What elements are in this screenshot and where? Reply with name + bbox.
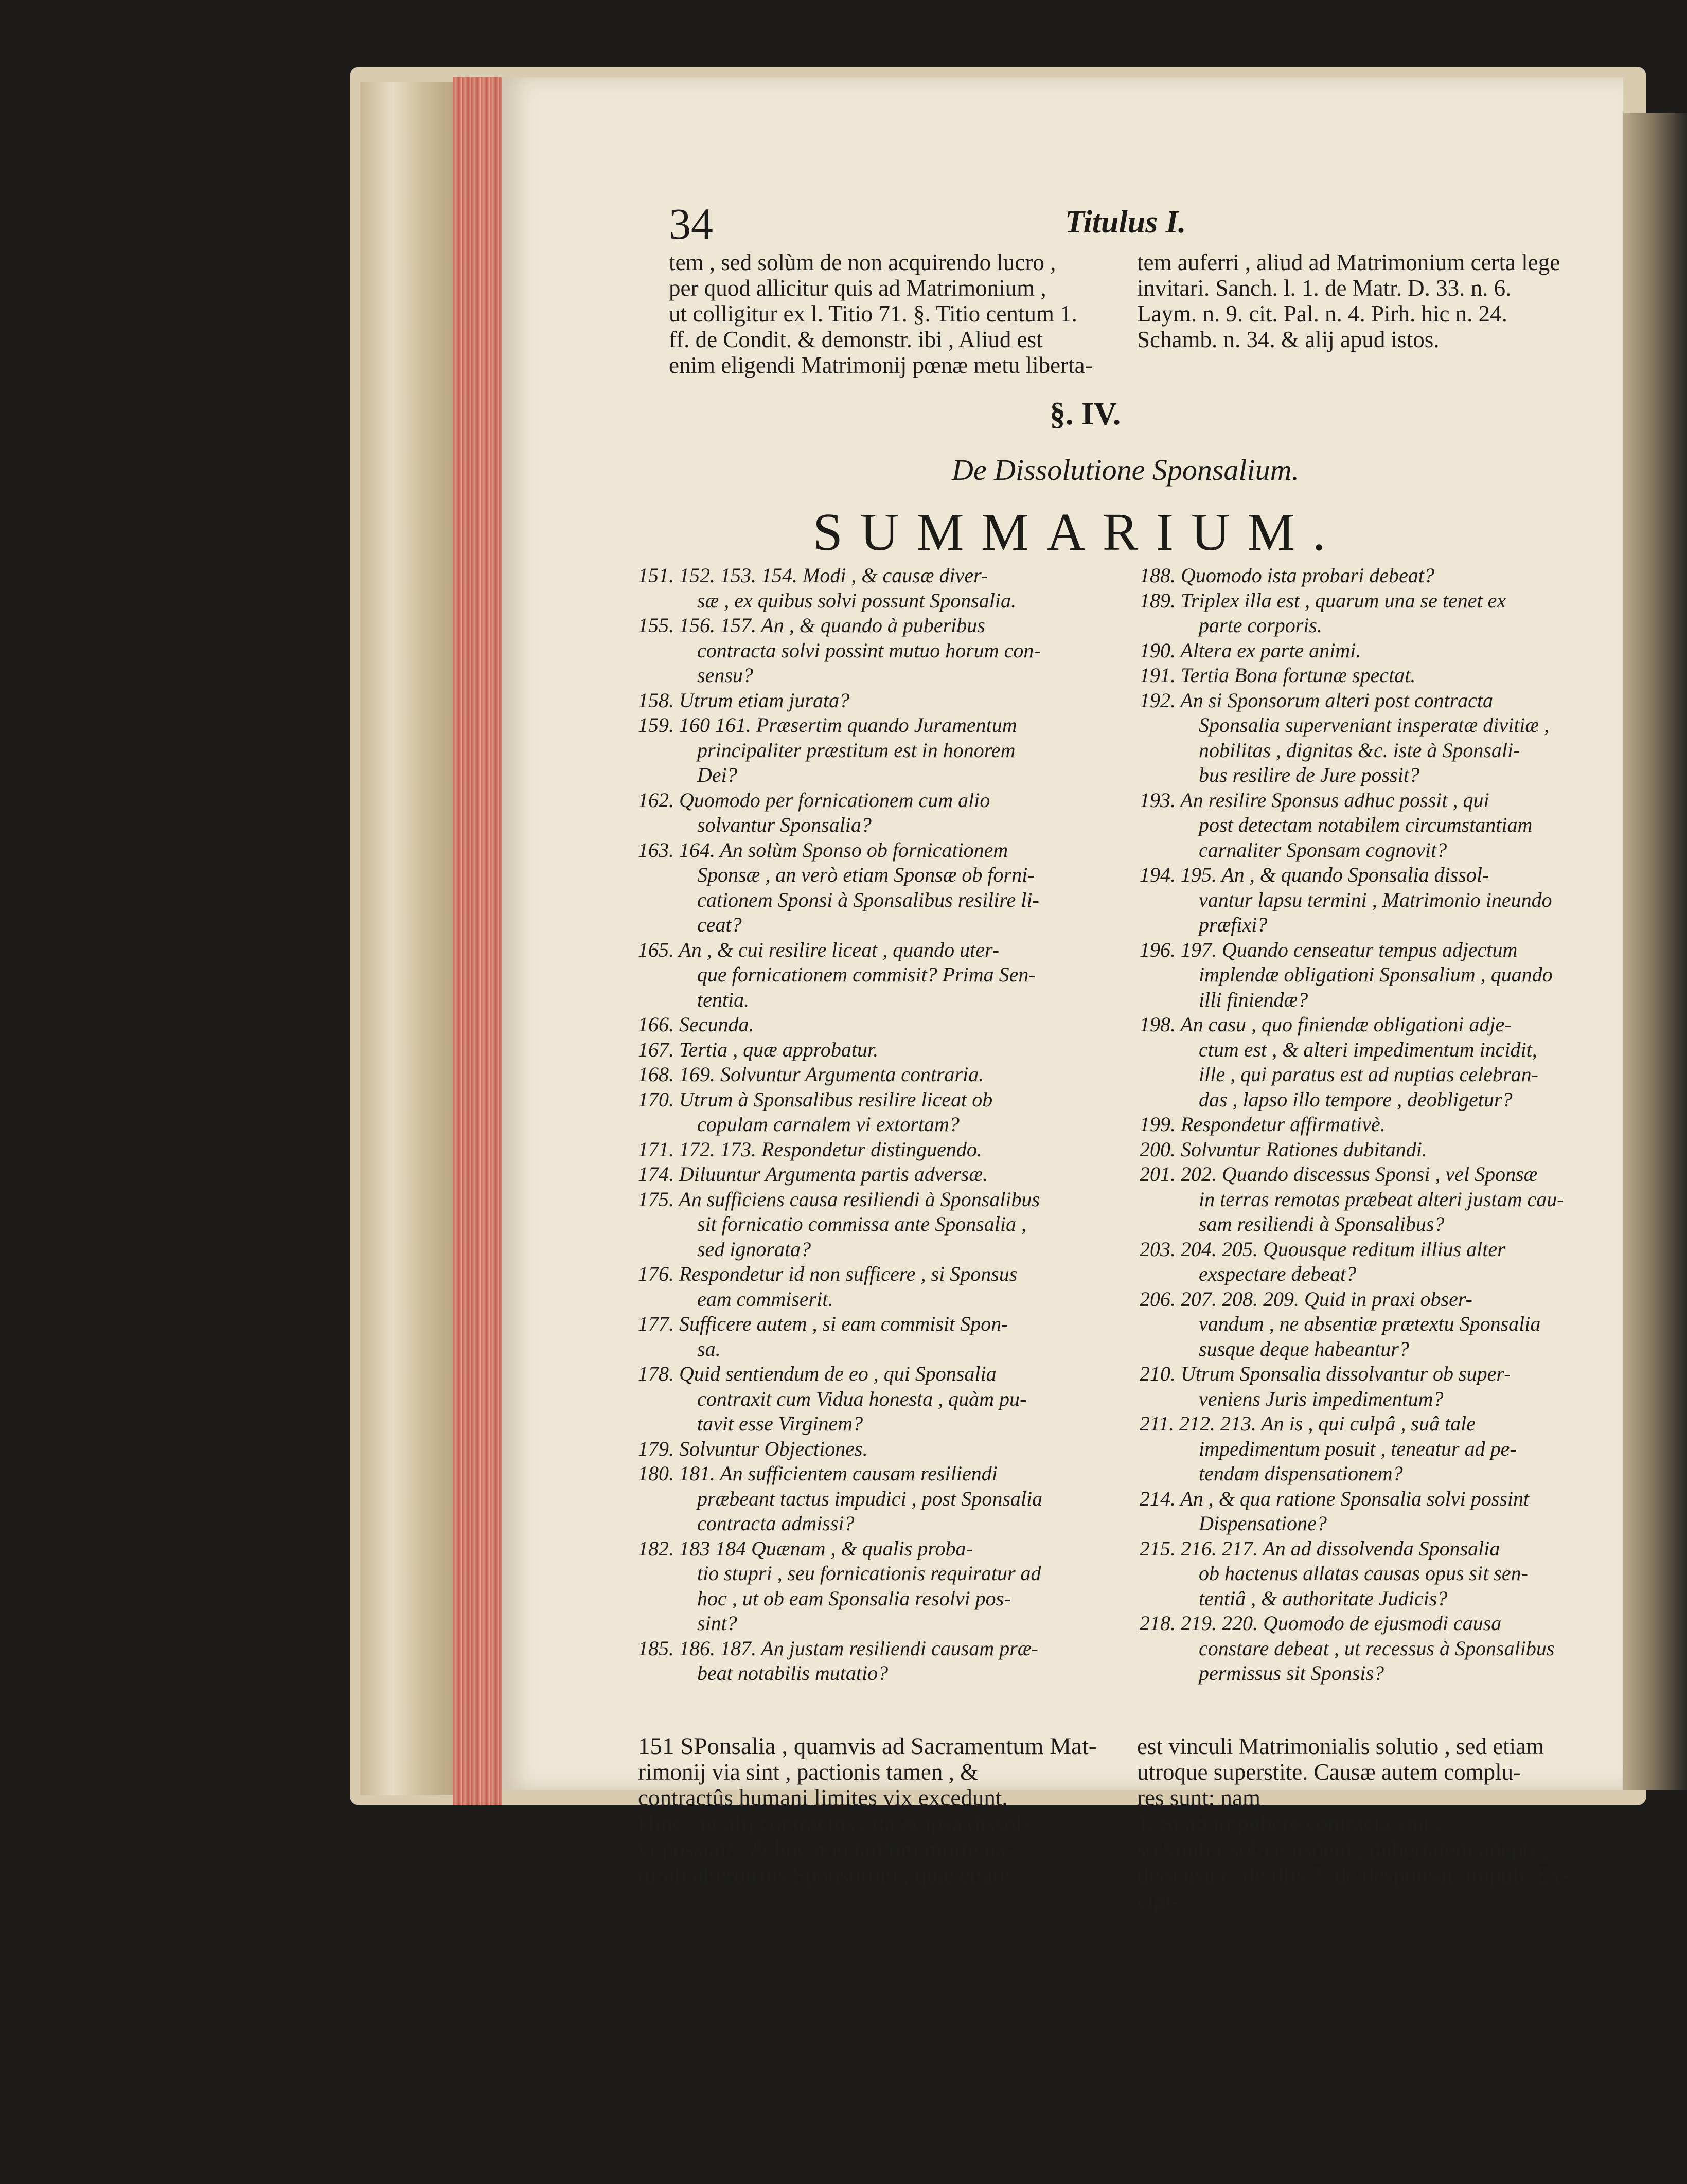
summary-entry-line: 175. An sufficiens causa resiliendi à Sponsalibus (638, 1187, 1040, 1211)
summary-entry-line: 163. 164. An solùm Sponso ob fornicationem (638, 838, 1008, 862)
summary-entry-line: vantur lapsu termini , Matrimonio ineundo (1199, 888, 1552, 911)
summary-entry-line: 200. Solvuntur Rationes dubitandi. (1140, 1137, 1427, 1161)
summary-entry-line: 170. Utrum à Sponsalibus resilire liceat ob (638, 1087, 993, 1111)
summary-entry-line: exspectare debeat? (1199, 1262, 1357, 1285)
text-line: rimonij via sint , pactionis tamen , & (638, 1759, 979, 1785)
summary-entry-line: 191. Tertia Bona fortunæ spectat. (1140, 664, 1416, 687)
summary-entry-line: Sponsæ , an verò etiam Sponsæ ob forni- (697, 863, 1035, 886)
summary-entry-line: 188. Quomodo ista probari debeat? (1140, 564, 1434, 587)
summary-entry-line: sæ , ex quibus solvi possunt Sponsalia. (697, 588, 1017, 612)
text-line: contractûs humani limites vix excedunt. (638, 1785, 1008, 1811)
summary-entry-line: tentia. (697, 988, 750, 1011)
text-line: turali alterutrius Sponsorum , quæ etiam (638, 1862, 1011, 1888)
summary-entry-line: 158. Utrum etiam jurata? (638, 688, 850, 712)
summary-entry-line: veniens Juris impedimentum? (1199, 1387, 1444, 1410)
summary-entry-line: 190. Altera ex parte animi. (1140, 638, 1361, 662)
summary-right-column (1140, 563, 1582, 1686)
text-line: dissensu c. de illis 7. de desponsat. impub. Ex- (1137, 1862, 1569, 1888)
summary-entry-line: ob hactenus allatas causas opus sit sen- (1199, 1562, 1528, 1585)
summary-entry-line: 167. Tertia , quæ approbatur. (638, 1037, 879, 1061)
summary-entry-line: nobilitas , dignitas &c. iste à Sponsali- (1199, 738, 1520, 762)
summary-entry-line: copulam carnalem vi extortam? (697, 1113, 960, 1136)
summary-entry-line: 211. 212. 213. An is , qui culpâ , suâ tale (1140, 1412, 1476, 1435)
summary-entry-line: carnaliter Sponsam cognovit? (1199, 838, 1447, 862)
text-line: Hinc , ut alij contractus , ita & ipsa dissol- (638, 1811, 1030, 1836)
summary-entry-line: 218. 219. 220. Quomodo de ejusmodi causa (1140, 1612, 1502, 1635)
summary-entry-line: principaliter præstitum est in honorem (697, 738, 1016, 762)
text-line: enim eligendi Matrimonij pœnæ metu liberta- (669, 352, 1093, 378)
summary-entry-line: contracta solvi possint mutuo horum con- (697, 638, 1041, 662)
summary-entry-line: Dispensatione? (1199, 1512, 1327, 1535)
top-left-column (669, 249, 1111, 378)
text-line: utroque superstite. Causæ autem complu- (1137, 1759, 1521, 1785)
body-left-column (638, 1733, 1111, 1888)
book-spine (360, 82, 453, 1795)
summary-entry-line: sed ignorata? (697, 1237, 811, 1261)
text-line: ff. de Condit. & demonstr. ibi , Aliud est (669, 327, 1043, 352)
summary-entry-line: 168. 169. Solvuntur Argumenta contraria. (638, 1063, 984, 1086)
summary-entry-line: permissus sit Sponsis? (1199, 1661, 1384, 1685)
summary-entry-line: parte corporis. (1199, 614, 1322, 637)
summary-entry-line: 198. An casu , quo finiendæ obligationi adje- (1140, 1013, 1512, 1036)
summary-entry-line: impedimentum posuit , teneatur ad pe- (1199, 1437, 1517, 1460)
summary-entry-line: implendæ obligationi Sponsalium , quando (1199, 963, 1553, 986)
text-line: tem , sed solùm de non acquirendo lucro , (669, 249, 1056, 275)
text-line: invitari. Sanch. l. 1. de Matr. D. 33. n. 6. (1137, 275, 1512, 301)
red-page-edge (453, 77, 502, 1805)
text-line: Schamb. n. 34. & alij apud istos. (1137, 327, 1440, 352)
summary-entry-line: tavit esse Virginem? (697, 1412, 863, 1435)
summary-entry-line: 176. Respondetur id non sufficere , si Sponsus (638, 1262, 1018, 1285)
summary-entry-line: tendam dispensationem? (1199, 1462, 1403, 1485)
summary-entry-line: 214. An , & qua ratione Sponsalia solvi possint (1140, 1487, 1530, 1510)
summary-entry-line: 159. 160 161. Præsertim quando Juramentum (638, 713, 1017, 737)
summary-entry-line: 180. 181. An sufficientem causam resiliendi (638, 1462, 998, 1485)
summary-entry-line: que fornicationem commisit? Prima Sen- (697, 963, 1036, 986)
summary-entry-line: 201. 202. Quando discessus Sponsi , vel Sponsæ (1140, 1162, 1538, 1186)
text-line: tem auferri , aliud ad Matrimonium certa lege (1137, 249, 1560, 275)
summary-entry-line: ille , qui paratus est ad nuptias celebran- (1199, 1063, 1538, 1086)
summarium-title: SUMMARIUM. (813, 503, 1343, 562)
summary-entry-line: 210. Utrum Sponsalia dissolvantur ob super- (1140, 1362, 1511, 1385)
summary-entry-line: illi finiendæ? (1199, 988, 1308, 1011)
summary-entry-line: 189. Triplex illa est , quarum una se tenet ex (1140, 588, 1506, 612)
summary-entry-line: contracta admissi? (697, 1512, 855, 1535)
text-line: 151 SPonsalia , quamvis ad Sacramentum Mat- (638, 1733, 1097, 1760)
summary-entry-line: 215. 216. 217. An ad dissolvenda Sponsalia (1140, 1536, 1500, 1560)
summary-entry-line: beat notabilis mutatio? (697, 1661, 889, 1685)
summary-entry-line: post detectam notabilem circumstantiam (1199, 813, 1533, 836)
text-line: vi possunt : & hoc non tantùm morte na- (638, 1836, 1014, 1862)
summary-entry-line: 179. Solvuntur Objectiones. (638, 1437, 868, 1460)
summary-entry-line: 203. 204. 205. Quousque reditum illius alter (1140, 1237, 1505, 1261)
summary-entry-line: 193. An resilire Sponsus adhuc possit , qui (1140, 788, 1489, 812)
summary-entry-line: das , lapso illo tempore , deobligetur? (1199, 1087, 1513, 1111)
page-number: 34 (669, 199, 713, 248)
summary-entry-line: sam resiliendi à Sponsalibus? (1199, 1212, 1445, 1236)
summary-entry-line: 185. 186. 187. An justam resiliendi causam præ- (638, 1636, 1038, 1660)
summary-entry-line: 178. Quid sentiendum de eo , qui Sponsalia (638, 1362, 997, 1385)
summary-entry-line: 194. 195. An , & quando Sponsalia dissol- (1140, 863, 1489, 886)
summary-entry-line: 174. Diluuntur Argumenta partis adversæ. (638, 1162, 988, 1186)
summary-entry-line: solvantur Sponsalia? (697, 813, 872, 836)
summary-entry-line: 182. 183 184 Quænam , & qualis proba- (638, 1536, 973, 1560)
summary-entry-line: tio stupri , seu fornicationis requiratur ad (697, 1562, 1041, 1585)
summary-entry-line: 166. Secunda. (638, 1013, 754, 1036)
body-right-column (1137, 1733, 1579, 1913)
summary-entry-line: hoc , ut ob eam Sponsalia resolvi pos- (697, 1586, 1011, 1610)
summary-entry-line: ceat? (697, 913, 742, 936)
summary-entry-line: præbeant tactus impudici , post Sponsalia (697, 1487, 1043, 1510)
text-line: solvuntur solo ejusdem , pubertatem adepti , (1137, 1836, 1548, 1862)
summary-entry-line: 151. 152. 153. 154. Modi , & causæ diver- (638, 564, 988, 587)
summary-entry-line: 171. 172. 173. Respondetur distinguendo. (638, 1137, 982, 1161)
text-line: cipi- (1137, 1888, 1180, 1913)
summary-entry-line: 206. 207. 208. 209. Quid in praxi obser- (1140, 1287, 1472, 1311)
text-line: ut colligitur ex l. Titio 71. §. Titio centum 1. (669, 301, 1077, 327)
summary-entry-line: constare debeat , ut recessus à Sponsalibus (1199, 1636, 1555, 1660)
running-title: Titulus I. (1065, 205, 1186, 240)
summary-entry-line: susque deque habeantur? (1199, 1337, 1409, 1360)
summary-entry-line: tentiâ , & authoritate Judicis? (1199, 1586, 1448, 1610)
summary-entry-line: vandum , ne absentiæ prætextu Sponsalia (1199, 1312, 1541, 1335)
text-line: 1. Si ab impubere contracta sint , (1137, 1811, 1442, 1836)
text-line: Laym. n. 9. cit. Pal. n. 4. Pirh. hic n. 24. (1137, 301, 1507, 327)
facing-page-edge (1623, 113, 1687, 1790)
summary-entry-line: 165. An , & cui resilire liceat , quando uter- (638, 938, 1000, 961)
summary-entry-line: sensu? (697, 664, 753, 687)
top-right-column (1137, 249, 1569, 352)
summary-entry-line: 177. Sufficere autem , si eam commisit Spon- (638, 1312, 1008, 1335)
summary-entry-line: ctum est , & alteri impedimentum incidit, (1199, 1037, 1537, 1061)
summary-entry-line: sa. (697, 1337, 721, 1360)
summary-entry-line: contraxit cum Vidua honesta , quàm pu- (697, 1387, 1027, 1410)
summary-entry-line: 155. 156. 157. An , & quando à puberibus (638, 614, 985, 637)
summary-entry-line: 199. Respondetur affirmativè. (1140, 1113, 1386, 1136)
summary-entry-line: sit fornicatio commissa ante Sponsalia , (697, 1212, 1026, 1236)
page-header (669, 198, 1569, 248)
text-line: est vinculi Matrimonialis solutio , sed etiam (1137, 1733, 1544, 1759)
summary-entry-line: sint? (697, 1612, 737, 1635)
summary-entry-line: 196. 197. Quando censeatur tempus adjectum (1140, 938, 1518, 961)
summary-entry-line: 162. Quomodo per fornicationem cum alio (638, 788, 990, 812)
text-line: res sunt; nam (1137, 1785, 1260, 1811)
summary-entry-line: in terras remotas præbeat alteri justam cau- (1199, 1187, 1564, 1211)
summary-entry-line: cationem Sponsi à Sponsalibus resilire li- (697, 888, 1039, 911)
summary-entry-line: præfixi? (1199, 913, 1268, 936)
summary-left-column (638, 563, 1142, 1686)
text-line: per quod allicitur quis ad Matrimonium , (669, 275, 1046, 301)
summary-entry-line: Dei? (697, 763, 737, 786)
section-subtitle: De Dissolutione Sponsalium. (952, 453, 1300, 487)
summary-entry-line: Sponsalia superveniant insperatæ divitiæ , (1199, 713, 1550, 737)
summary-entry-line: 192. An si Sponsorum alteri post contracta (1140, 688, 1494, 712)
section-heading: §. IV. (1050, 397, 1121, 432)
summary-entry-line: eam commiserit. (697, 1287, 833, 1311)
summary-entry-line: bus resilire de Jure possit? (1199, 763, 1419, 786)
